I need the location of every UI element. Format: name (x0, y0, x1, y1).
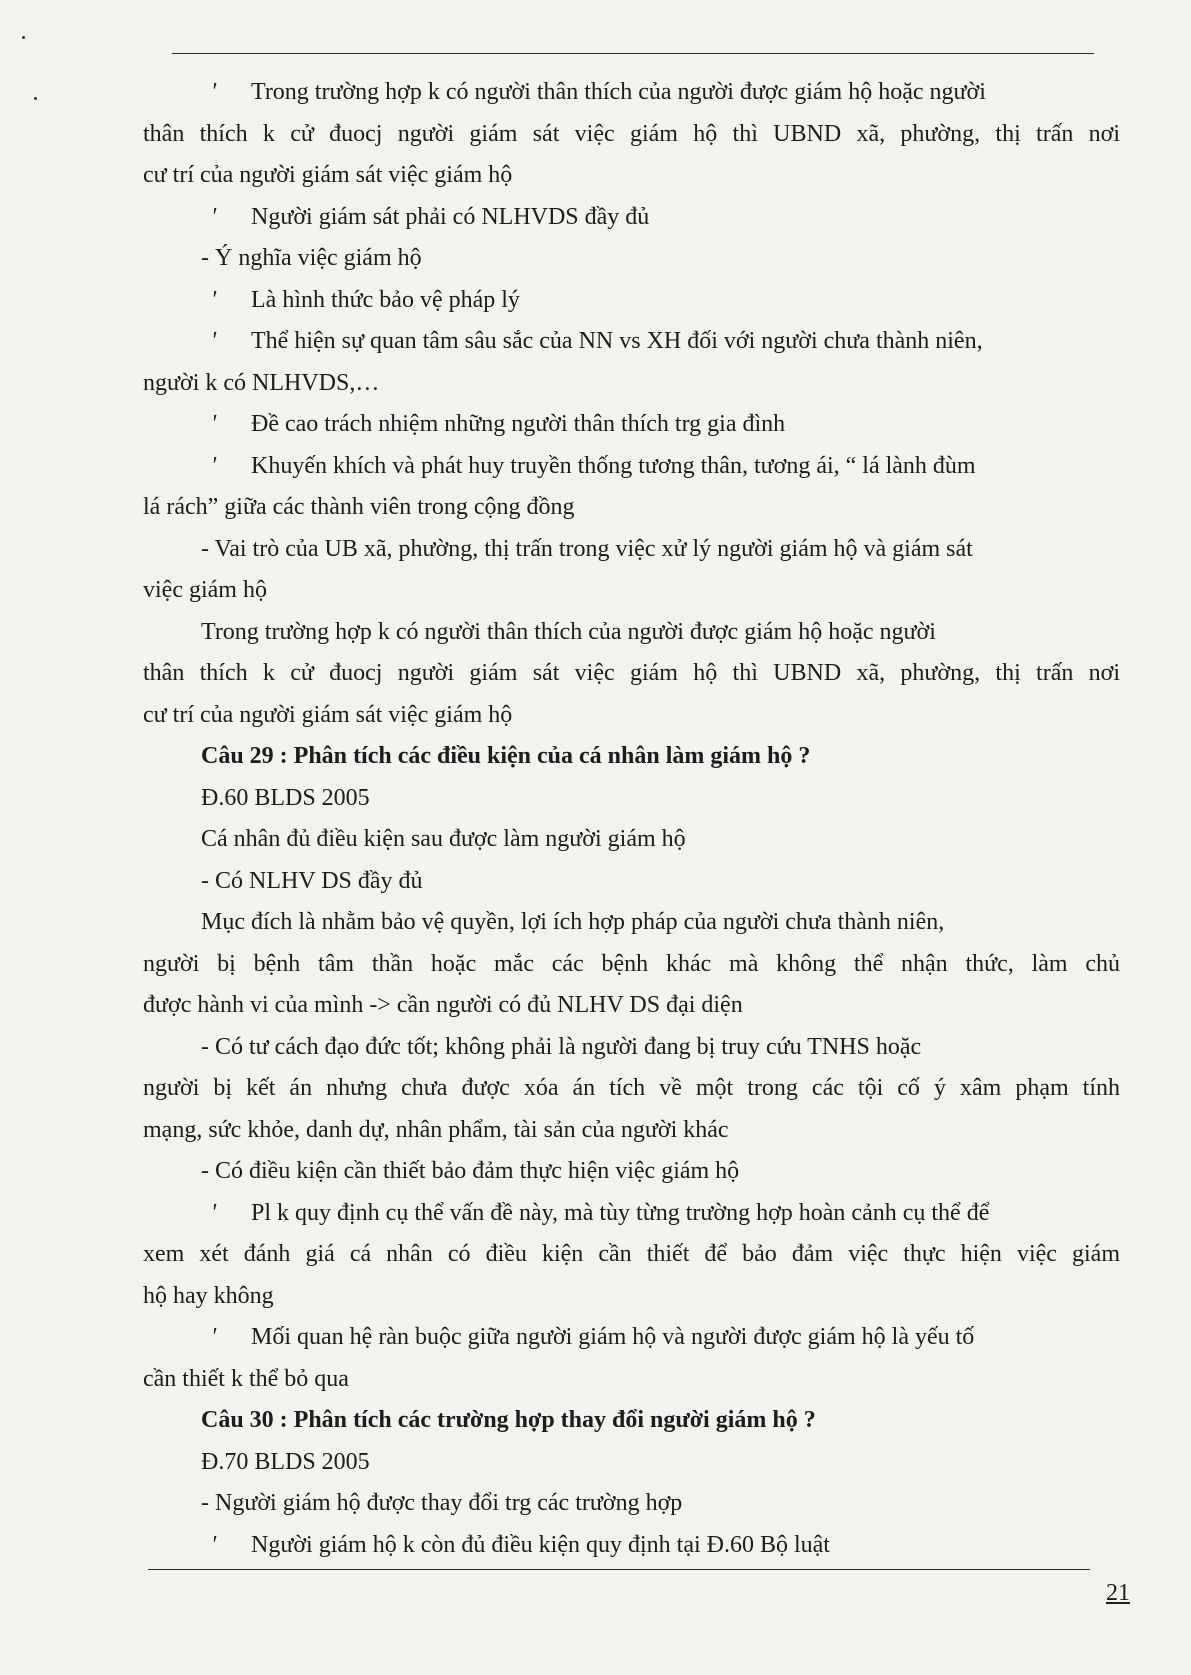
bullet-mark: ' (211, 1531, 217, 1558)
text-line: thân thích k cử đuocj người giám sát việc giám hộ thì UBND xã, phường, thị trấn nơi (143, 120, 1120, 147)
scan-speck (22, 36, 25, 39)
text-line: lá rách” giữa các thành viên trong cộng đồng (143, 494, 575, 520)
text-line: Đ.70 BLDS 2005 (201, 1448, 370, 1475)
bullet-mark: ' (211, 328, 217, 354)
bullet-mark: ' (211, 203, 217, 230)
text-line: xem xét đánh giá cá nhân có điều kiện cần thiết để bảo đảm việc thực hiện việc giám (143, 1241, 1120, 1267)
text-line: cư trí của người giám sát việc giám hộ (143, 162, 513, 188)
page-number: 21 (1106, 1580, 1130, 1606)
text-line: việc giám hộ (143, 577, 267, 603)
text-line: người bị kết án nhưng chưa được xóa án tích về một trong các tội cố ý xâm phạm tính (143, 1075, 1120, 1101)
text-line: được hành vi của mình -> cần người có đủ NLHV DS đại diện (143, 992, 743, 1018)
text-line: ' Khuyến khích và phát huy truyền thống tương thân, tương ái, “ lá lành đùm (143, 446, 1120, 488)
text-line: cần thiết k thể bỏ qua (143, 1365, 349, 1392)
text-line: cư trí của người giám sát việc giám hộ (143, 701, 513, 728)
text-line: Đ.60 BLDS 2005 (201, 784, 370, 811)
text-line: người bị bệnh tâm thần hoặc mắc các bệnh khác mà không thể nhận thức, làm chủ (143, 950, 1120, 977)
bullet-mark: ' (211, 1324, 217, 1350)
section-heading: Câu 29 : Phân tích các điều kiện của cá nhân làm giám hộ ? (201, 743, 811, 769)
section-heading: Câu 30 : Phân tích các trường hợp thay đổi người giám hộ ? (201, 1407, 816, 1433)
text-line: mạng, sức khỏe, danh dự, nhân phẩm, tài sản của người khác (143, 1116, 729, 1143)
bullet-mark: ' (211, 79, 217, 105)
text-line: ' Thể hiện sự quan tâm sâu sắc của NN vs XH đối với người chưa thành niên, (143, 321, 1120, 363)
text-line: ' Người giám hộ k còn đủ điều kiện quy định tại Đ.60 Bộ luật (143, 1525, 1120, 1567)
text-line: ' Mối quan hệ ràn buộc giữa người giám hộ và người được giám hộ là yếu tố (143, 1317, 1120, 1359)
text-line: - Người giám hộ được thay đổi trg các trường hợp (201, 1490, 683, 1516)
scan-speck (34, 97, 37, 100)
text-line: ' Đề cao trách nhiệm những người thân thích trg gia đình (143, 404, 1120, 446)
bullet-mark: ' (211, 1199, 217, 1226)
text-line: - Có tư cách đạo đức tốt; không phải là người đang bị truy cứu TNHS hoặc (201, 1033, 922, 1060)
bullet-mark: ' (211, 411, 217, 437)
text-line: - Vai trò của UB xã, phường, thị trấn trong việc xử lý người giám hộ và giám sát (201, 535, 973, 562)
text-line: ' Pl k quy định cụ thể vấn đề này, mà tùy từng trường hợp hoàn cảnh cụ thể để (143, 1193, 1120, 1235)
text-line: người k có NLHVDS,… (143, 369, 380, 396)
text-line: ' Người giám sát phải có NLHVDS đầy đủ (143, 197, 1120, 239)
body-text (143, 72, 1120, 1566)
text-line: Cá nhân đủ điều kiện sau được làm người giám hộ (201, 826, 686, 852)
text-line: - Có điều kiện cần thiết bảo đảm thực hiện việc giám hộ (201, 1158, 740, 1184)
text-line: - Có NLHV DS đầy đủ (201, 867, 423, 894)
text-line: hộ hay không (143, 1282, 274, 1309)
header-rule (172, 53, 1094, 54)
text-line: thân thích k cử đuocj người giám sát việc giám hộ thì UBND xã, phường, thị trấn nơi (143, 660, 1120, 686)
bullet-mark: ' (211, 286, 217, 313)
text-line: - Ý nghĩa việc giám hộ (201, 245, 422, 271)
text-line: Mục đích là nhằm bảo vệ quyền, lợi ích hợp pháp của người chưa thành niên, (201, 909, 945, 935)
bullet-mark: ' (211, 452, 217, 479)
footer-rule (148, 1569, 1090, 1570)
text-line: Trong trường hợp k có người thân thích của người được giám hộ hoặc người (201, 618, 936, 645)
text-line: ' Là hình thức bảo vệ pháp lý (143, 280, 1120, 322)
text-line: ' Trong trường hợp k có người thân thích của người được giám hộ hoặc người (143, 72, 1120, 114)
